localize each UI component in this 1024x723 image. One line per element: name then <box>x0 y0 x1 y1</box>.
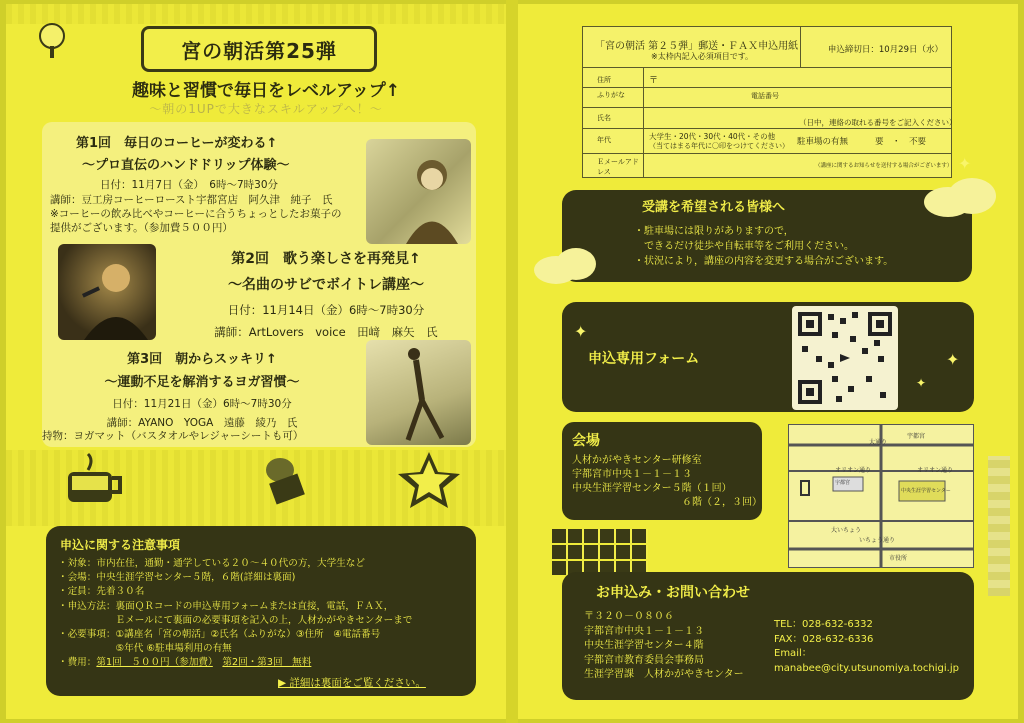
form-header <box>583 27 951 68</box>
contact-line: 中央生涯学習センター４階 <box>584 640 704 651</box>
cloud-icon <box>532 242 602 286</box>
application-form-section <box>562 302 974 412</box>
form-rule <box>583 107 951 108</box>
notice-line: ・状況により，講座の内容を変更する場合がございます。 <box>634 256 894 267</box>
qr-code[interactable] <box>792 306 898 410</box>
venue-line: 人材かがやきセンター研修室 <box>572 455 702 466</box>
contact-line: 〒３２０－０８０６ <box>584 611 674 622</box>
pixel-bricks <box>552 529 648 575</box>
map-label: 大いちょう <box>831 527 862 534</box>
notice-body <box>634 224 893 269</box>
session-1-heading: 第1回 毎日のコーヒーが変わる↑ <box>76 136 278 151</box>
notes-row: ⑤年代 ⑥駐車場利用の有無 <box>58 643 232 655</box>
notice-heading: 受講を希望される皆様へ <box>642 200 786 215</box>
pixel-tower <box>988 456 1010 596</box>
sparkle-icon: ✦ <box>916 376 927 390</box>
participant-notice <box>562 190 972 282</box>
tree-icon <box>32 22 72 62</box>
contact-address <box>584 610 744 683</box>
brick-row <box>552 529 648 543</box>
session-1 <box>76 132 366 192</box>
phone-label: 電話番号 <box>751 92 779 100</box>
session-1-lecturer: 講師：豆工房コーヒーロースト宇都宮店 阿久津 純子 氏 <box>50 194 333 206</box>
parking-options[interactable]: 要 ・ 不要 <box>875 137 927 147</box>
venue-heading: 会場 <box>572 433 600 449</box>
brick-row <box>552 545 648 559</box>
furigana-label: ふりがな <box>597 91 625 99</box>
right-page <box>518 4 1018 719</box>
apply-heading: 申込専用フォーム <box>588 351 700 367</box>
coffee-cup-icon <box>58 452 128 512</box>
contact-heading: お申込み・お問い合わせ <box>596 585 750 601</box>
form-note: ※太枠内記入必須項目です。 <box>651 52 754 61</box>
session-2-sub: ～名曲のサビでボイトレ講座～ <box>228 277 424 293</box>
notes-fee-row <box>58 656 476 670</box>
application-form <box>582 26 957 178</box>
subtitle: 趣味と習慣で毎日をレベルアップ↑ <box>131 81 401 101</box>
fee-session-2-3: 第2回・第3回 無料 <box>222 657 312 669</box>
session-3-lecturer: 講師：AYANO YOGA 遠藤 綾乃 氏 <box>106 417 298 429</box>
notice-line: ・駐車場には限りがありますので， <box>634 226 794 237</box>
map-label: オリオン通り <box>835 467 871 474</box>
session-3 <box>42 348 362 430</box>
address-label: 住所 <box>597 76 611 84</box>
session-3-sub: ～運動不足を解消するヨガ習慣～ <box>104 375 300 390</box>
contact-line: 宇都宮市教育委員会事務局 <box>584 654 704 666</box>
coffee-instructor-photo <box>366 139 471 244</box>
address-field[interactable]: 〒 <box>649 76 659 86</box>
notice-line: できるだけ徒歩や自転車等をご利用ください。 <box>634 241 854 252</box>
map-label: 大通り <box>869 439 888 446</box>
venue-box <box>562 422 762 520</box>
fee-label: ・費用： <box>58 657 97 669</box>
sparkle-icon: ✦ <box>946 350 960 369</box>
venue-line: 宇都宮市中央１－１－１３ <box>572 469 692 480</box>
form-divider <box>643 67 644 177</box>
age-options[interactable]: 大学生・20代・30代・40代・その他 <box>649 132 776 141</box>
notes-heading: 申込に関する注意事項 <box>60 538 181 552</box>
venue-map <box>788 424 974 568</box>
form-divider <box>800 27 801 67</box>
form-title: 「宮の朝活 第２５弾」郵送・ＦＡＸ申込用紙 <box>595 41 799 52</box>
yoga-instructor-photo <box>366 340 471 445</box>
session-1-date: 日付：11月7日（金） 6時～7時30分 <box>100 179 279 191</box>
venue-line: 中央生涯学習センター５階（１回） <box>572 483 732 494</box>
session-3-items: 持物：ヨガマット（バスタオルやレジャーシートも可） <box>42 430 304 442</box>
see-back-link[interactable]: ▶ 詳細は裏面をご覧ください。 <box>278 677 426 689</box>
notes-row: ・定員：先着３０名 <box>58 586 145 598</box>
contact-box <box>562 572 974 700</box>
parking-label: 駐車場の有無 <box>797 137 849 147</box>
email-note: （講座に関するお知らせを送付する場合がございます） <box>815 163 953 169</box>
session-1-note-1: ※コーヒーの飲み比べやコーヒーに合うちょっとしたお菓子の <box>50 208 342 220</box>
venue-line: ６階（２，３回） <box>572 497 762 508</box>
form-rule <box>583 128 951 129</box>
map-label: いちょう通り <box>859 537 896 544</box>
fold-gap <box>506 0 518 723</box>
map-label: 中央生涯学習センター <box>901 488 951 494</box>
cloud-icon <box>920 172 1000 220</box>
age-note: （当てはまる年代に〇印をつけてください） <box>649 142 789 150</box>
left-page <box>6 4 506 719</box>
contact-line: 宇都宮市中央１－１－１３ <box>584 625 704 637</box>
contact-email[interactable]: manabee@city.utsunomiya.tochigi.jp <box>774 662 959 674</box>
notes-row: ・会場：中央生涯学習センター５階，６階(詳細は裏面) <box>58 572 296 584</box>
map-label: オリオン通り <box>917 467 953 474</box>
venue-body <box>572 454 762 510</box>
contact-email-label: Email： <box>774 648 812 659</box>
phone-note: （日中，連絡の取れる番号をご記入ください） <box>799 118 957 127</box>
application-notes <box>46 526 476 696</box>
sparkle-icon: ✦ <box>574 322 588 341</box>
microphone-icon <box>252 450 322 510</box>
notes-row: ・必要事項：①講座名「宮の朝活」②氏名（ふりがな）③住所 ④電話番号 <box>58 629 381 641</box>
contact-tel[interactable]: TEL：028-632-6332 <box>774 619 873 630</box>
age-label: 年代 <box>597 136 611 144</box>
notes-row: ・申込方法：裏面ＱＲコードの申込専用フォームまたは直接，電話，ＦＡＸ， <box>58 600 394 612</box>
session-2 <box>176 248 476 340</box>
session-3-date: 日付：11月21日（金）6時～7時30分 <box>112 398 292 410</box>
map-label: 宇都宮 <box>835 480 851 486</box>
session-1-note-2: 提供がございます。（参加費５００円） <box>50 222 233 234</box>
map-label: 市役所 <box>889 555 908 562</box>
form-deadline: 申込締切日：10月29日（水） <box>827 45 943 55</box>
session-3-heading: 第3回 朝からスッキリ↑ <box>127 352 277 367</box>
session-2-heading: 第2回 歌う楽しさを再発見↑ <box>231 251 421 267</box>
session-2-date: 日付：11月14日（金）6時～7時30分 <box>227 303 425 317</box>
fee-session-1: 第1回 ５００円（参加費） <box>96 657 213 669</box>
sparkle-icon: ✦ <box>958 154 972 173</box>
contact-fax: FAX：028-632-6336 <box>774 633 874 645</box>
contact-numbers <box>774 618 959 676</box>
notes-row: ・対象：市内在住，通勤・通学している２０～４０代の方，大学生など <box>58 558 365 569</box>
contact-line: 生涯学習課 人材かがやきセンター <box>584 669 744 680</box>
session-1-sub: ～プロ直伝のハンドドリップ体験～ <box>82 158 290 173</box>
form-rule <box>583 153 951 154</box>
singer-photo <box>58 244 156 340</box>
email-label: Ｅメールアドレス <box>597 158 639 176</box>
page-title: 宮の朝活第25弾 <box>141 26 377 72</box>
map-label: 宇都宮 <box>907 433 926 440</box>
form-rule <box>583 87 951 88</box>
session-2-lecturer: 講師：ArtLovers voice 田﨑 麻矢 氏 <box>214 325 438 339</box>
star-icon <box>394 450 464 510</box>
pixel-header-strip <box>6 4 506 24</box>
tagline: ～朝の1UPで大きなスキルアップへ！～ <box>149 102 383 116</box>
notes-row: Ｅメールにて裏面の必要事項を記入の上，人材かがやきセンターまで <box>58 614 413 626</box>
name-label: 氏名 <box>597 114 611 122</box>
